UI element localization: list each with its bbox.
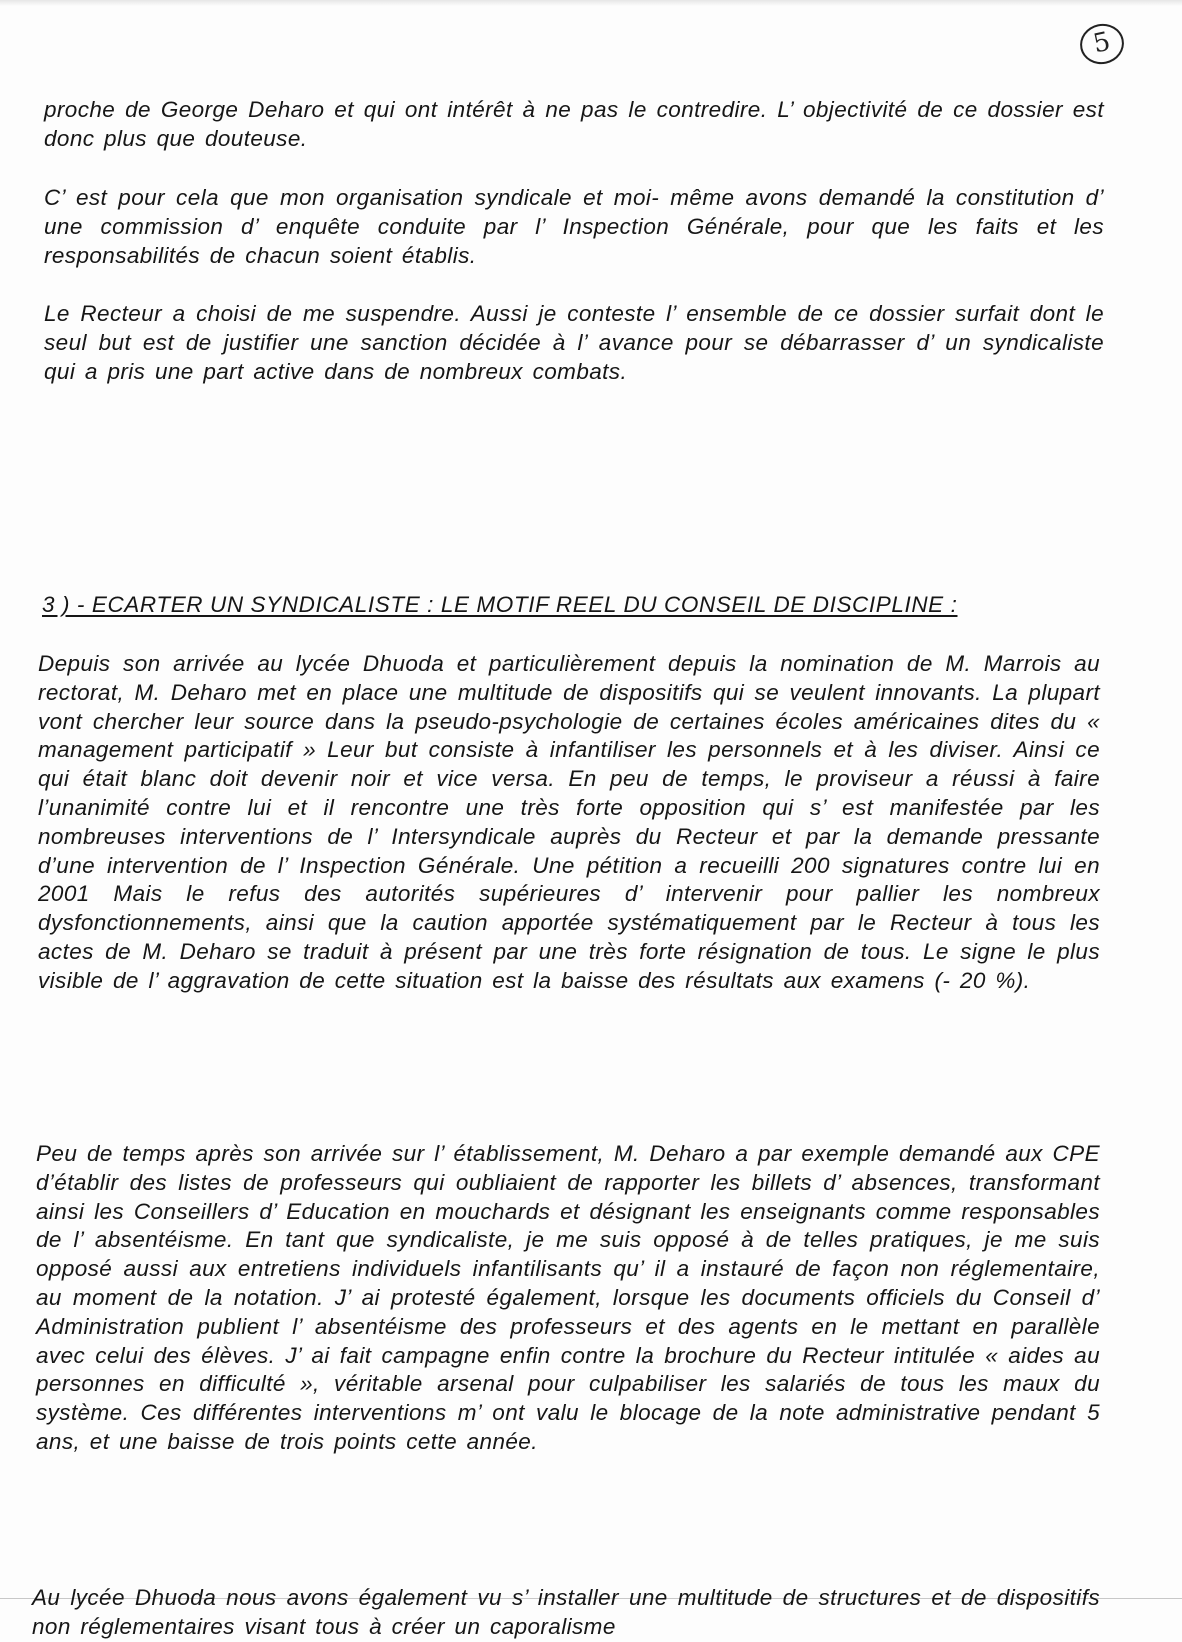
paragraph-3: Le Recteur a choisi de me suspendre. Aussi je conteste l’ ensemble de ce dossier surfait dont le seul but est de justifier une sanction décidée à l’ avance pour se débarrasser d’ un syndicaliste qui a pris une part active dans de nombreux combats.	[44, 301, 1104, 384]
paragraph-4: Depuis son arrivée au lycée Dhuoda et particulièrement depuis la nomination de M. Marrois au rectorat, M. Deharo met en place une multitude de dispositifs qui se veulent innovants. La plupart vont chercher leur source dans la pseudo-psychologie de certaines écoles américaines dites du « management participatif » Leur but consiste à infantiliser les personnels et à les diviser. Ainsi ce qui était blanc doit devenir noir et vice versa. En peu de temps, le proviseur a réussi à faire l’unanimité contre lui et il rencontre une très forte opposition qui s’ est manifestée par les nombreuses interventions de l’ Intersyndicale auprès du Recteur et par la demande pressante d’une intervention de l’ Inspection Générale. Une pétition a recueilli 200 signatures contre lui en 2001 Mais le refus des autorités supérieures d’ intervenir pour pallier les nombreux dysfonctionnements, ainsi que la caution apportée systématiquement par le Recteur à tous les actes de M. Deharo se traduit à présent par une très forte résignation de tous. Le signe le plus visible de l’ aggravation de cette situation est la baisse des résultats aux examens (- 20 %).	[38, 651, 1100, 993]
page-number: 5	[1076, 20, 1127, 68]
paragraph-1: proche de George Deharo et qui ont intérêt à ne pas le contredire. L’ objectivité de ce dossier est donc plus que douteuse.	[44, 97, 1104, 151]
scan-top-edge	[0, 0, 1182, 6]
paragraph-5: Peu de temps après son arrivée sur l’ établissement, M. Deharo a par exemple demandé aux CPE d’établir des listes de professeurs qui oubliaient de rapporter les billets d’ absences, transformant ainsi les Conseillers d’ Education en mouchards et désignant les enseignants comme responsables de l’ absentéisme. En tant que syndicaliste, je me suis opposé à de telles pratiques, je me suis opposé aussi aux entretiens individuels infantilisants qu’ il a instauré de façon non réglementaire, au moment de la notation. J’ ai protesté également, lorsque les documents officiels du Conseil d’ Administration publient l’ absentéisme des professeurs et des agents en le mettant en parallèle avec celui des élèves. J’ ai fait campagne enfin contre la brochure du Recteur intitulée « aides au personnes en difficulté », véritable arsenal pour culpabiliser les salariés de tous les maux du système. Ces différentes interventions m’ ont valu le blocage de la note administrative pendant 5 ans, et une baisse de trois points cette année.	[36, 1141, 1100, 1454]
paragraph-2: C’ est pour cela que mon organisation syndicale et moi- même avons demandé la constitution d’ une commission d’ enquête conduite par l’ Inspection Générale, pour que les faits et les responsabilités de chacun soient établis.	[44, 185, 1104, 268]
section-heading: 3 ) - ECARTER UN SYNDICALISTE : LE MOTIF REEL DU CONSEIL DE DISCIPLINE :	[42, 592, 958, 617]
paragraph-6: Au lycée Dhuoda nous avons également vu s’ installer une multitude de structures et de dispositifs non réglementaires visant tous à créer un caporalisme	[32, 1585, 1100, 1639]
